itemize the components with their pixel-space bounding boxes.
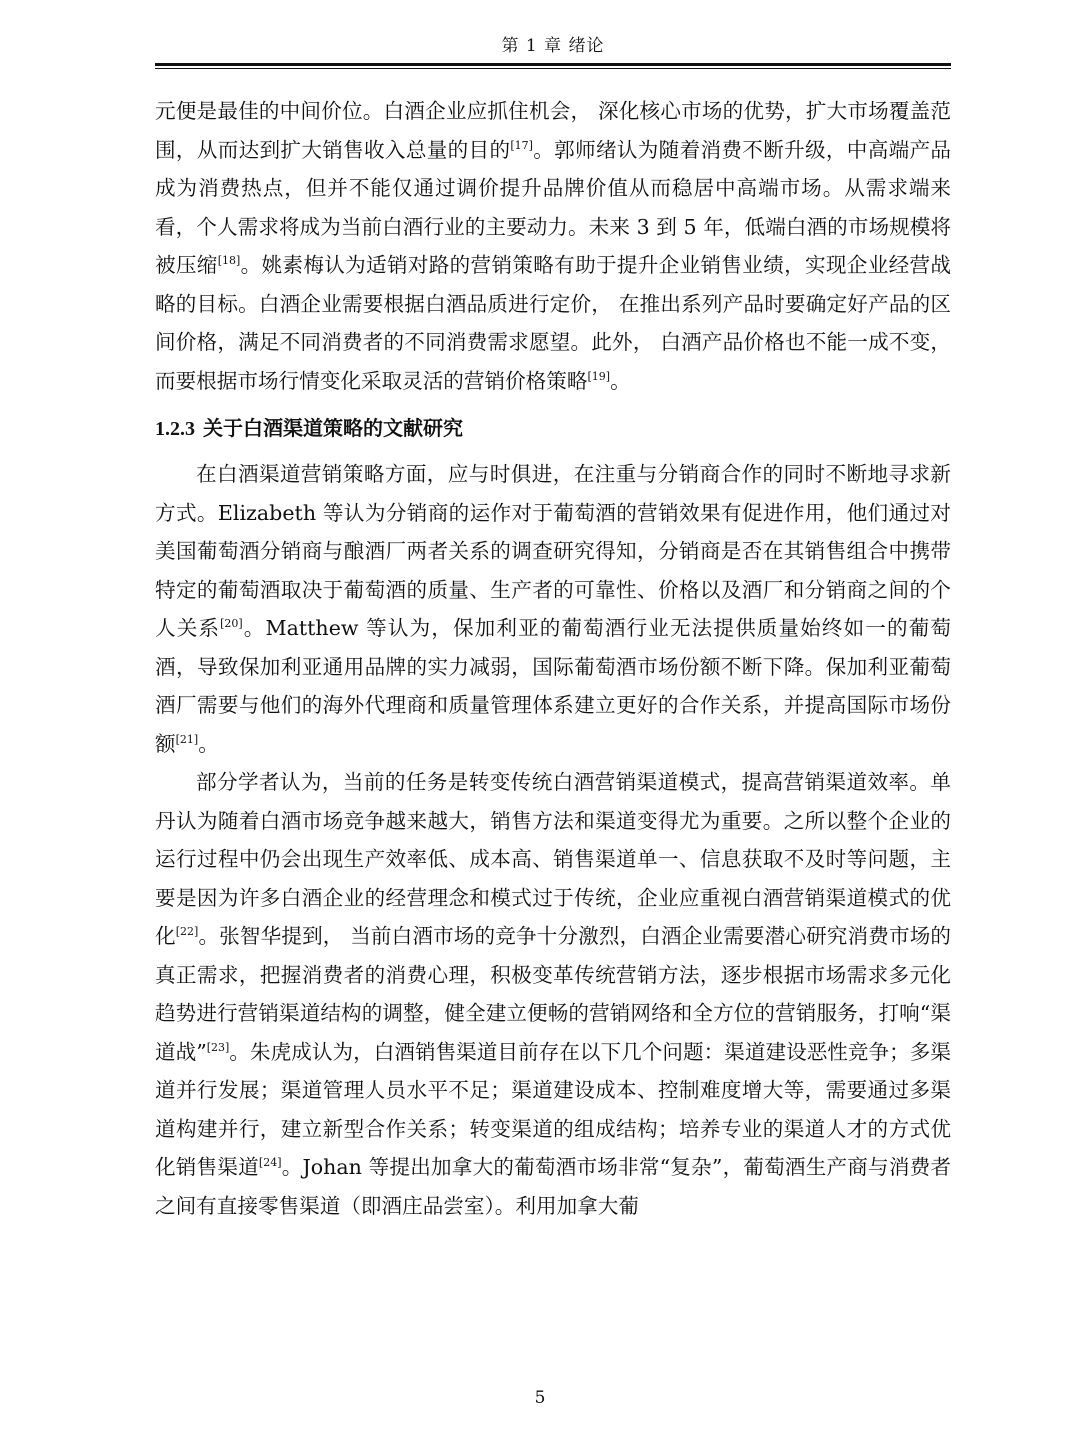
text-run: 。Matthew 等认为，保加利亚的葡萄酒行业无法提供质量始终如一的葡萄酒，导致保加利亚通用品牌的实力减弱，国际葡萄酒市场份额不断下降。保加利亚葡萄酒厂需要与他们的海外代理商和质量管理体系建立更好的合作关系，并提高国际市场份额 <box>155 616 951 756</box>
section-title: 关于白酒渠道策略的文献研究 <box>203 416 463 440</box>
page-number: 5 <box>534 1388 546 1408</box>
paragraph <box>155 763 951 1225</box>
text-run: 。张智华提到， 当前白酒市场的竞争十分激烈，白酒企业需要潜心研究消费市场的真正需求，把握消费者的消费心理，积极变革传统营销方法，逐步根据市场需求多元化趋势进行营销渠道结构的调整，健全建立便畅的营销网络和全方位的营销服务，打响“渠道战” <box>155 924 952 1064</box>
text-run: 在白酒渠道营销策略方面，应与时俱进，在注重与分销商合作的同时不断地寻求新方式。Elizabeth 等认为分销商的运作对于葡萄酒的营销效果有促进作用，他们通过对美国葡萄酒分销商与酿酒厂两者关系的调查研究得知，分销商是否在其销售组合中携带特定的葡萄酒取决于葡萄酒的质量、生产者的可靠性、价格以及酒厂和分销商之间的个人关系 <box>155 462 951 640</box>
text-run: 。 <box>610 368 631 393</box>
citation-ref: [18] <box>217 254 241 267</box>
header-rule-thin <box>155 68 951 69</box>
citation-ref: [22] <box>175 925 199 938</box>
text-run: 元便是最佳的中间价位。白酒企业应抓住机会， 深化核心市场的优势，扩大市场覆盖范围，从而达到扩大销售收入总量的目的 <box>155 99 951 162</box>
citation-ref: [20] <box>220 617 243 630</box>
citation-ref: [24] <box>258 1156 282 1169</box>
running-header: 第 1 章 绪论 <box>501 36 605 56</box>
text-run: 。郭师绪认为随着消费不断升级，中高端产品成为消费热点，但并不能仅通过调价提升品牌价值从而稳居中高端市场。从需求端来看，个人需求将成为当前白酒行业的主要动力。未来 3 到 5 年，低端白酒的市场规模将被压缩 <box>155 137 952 277</box>
text-run: 。Johan 等提出加拿大的葡萄酒市场非常“复杂”，葡萄酒生产商与消费者之间有直接零售渠道（即酒庄品尝室）。利用加拿大葡 <box>155 1155 951 1218</box>
header-rule-thick <box>155 63 951 66</box>
text-run: 。 <box>198 731 219 756</box>
citation-ref: [21] <box>175 732 199 746</box>
section-heading <box>155 400 951 455</box>
citation-ref: [19] <box>587 369 611 383</box>
text-run: 。姚素梅认为适销对路的营销策略有助于提升企业销售业绩，实现企业经营战略的目标。白酒企业需要根据白酒品质进行定价， 在推出系列产品时要确定好产品的区间价格，满足不同消费者的不同消费需求愿望。此外， 白酒产品价格也不能一成不变，而要根据市场行情变化采取灵活的营销价格策略 <box>155 253 952 393</box>
citation-ref: [23] <box>206 1040 230 1054</box>
page-body <box>155 92 951 1225</box>
paragraph <box>155 92 951 400</box>
paragraph <box>155 455 951 763</box>
text-run: 。朱虎成认为，白酒销售渠道目前存在以下几个问题：渠道建设恶性竞争；多渠道并行发展；渠道管理人员水平不足；渠道建设成本、控制难度增大等，需要通过多渠道构建并行，建立新型合作关系；转变渠道的组成结构；培养专业的渠道人才的方式优化销售渠道 <box>155 1039 951 1179</box>
section-number: 1.2.3 <box>155 418 195 440</box>
citation-ref: [17] <box>510 138 533 152</box>
text-run: 部分学者认为，当前的任务是转变传统白酒营销渠道模式，提高营销渠道效率。单丹认为随着白酒市场竞争越来越大，销售方法和渠道变得尤为重要。之所以整个企业的运行过程中仍会出现生产效率低、成本高、销售渠道单一、信息获取不及时等问题，主要是因为许多白酒企业的经营理念和模式过于传统，企业应重视白酒营销渠道模式的优化 <box>155 770 951 948</box>
